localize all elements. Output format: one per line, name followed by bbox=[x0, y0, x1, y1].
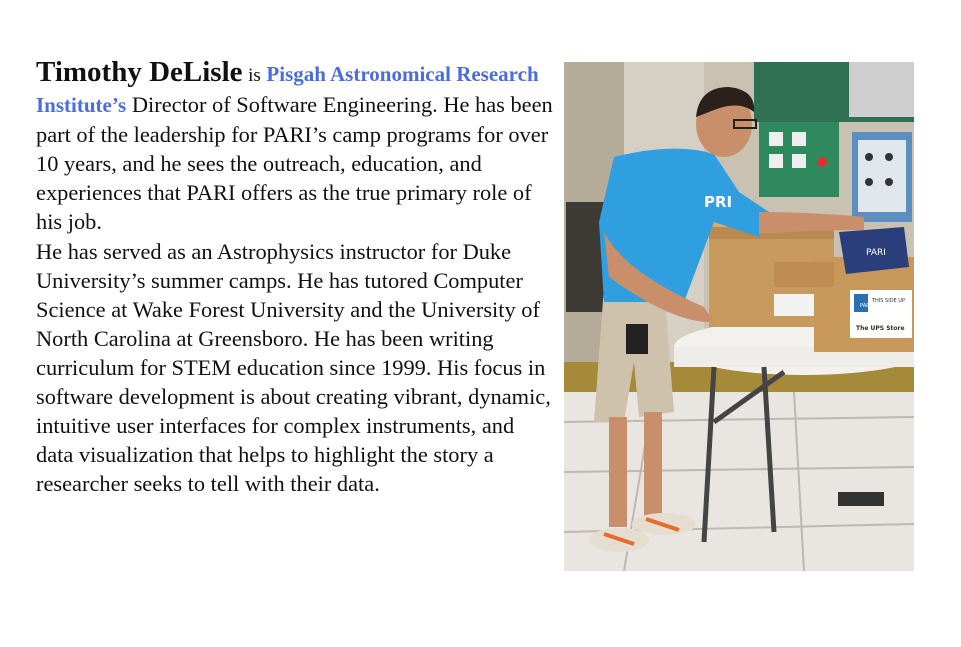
bio-paragraph-2: He has served as an Astrophysics instructor for Duke University’s summer camps. He has tutored Computer Science at Wake Forest University and the University of North Carolina at Greensboro. He has been writing curriculum for STEM education since 1999. His focus in software development is about creating vibrant, dynamic, intuitive user interfaces for complex instruments, and data visualization that helps to highlight the story a researcher seeks to tell with their data. bbox=[36, 238, 551, 497]
bio-text bbox=[36, 58, 556, 498]
poster-label: PARI bbox=[866, 248, 886, 258]
box-side-text: THIS SIDE UP bbox=[872, 298, 905, 304]
box-brand-text: The UPS Store bbox=[856, 325, 905, 332]
box-logo-text: PARI bbox=[860, 303, 872, 309]
bio-paragraph-1 bbox=[36, 58, 556, 237]
person-name: Timothy DeLisle bbox=[36, 56, 243, 88]
portrait-photo bbox=[564, 62, 914, 571]
shirt-logo: PRI bbox=[704, 193, 733, 211]
organization-name: Pisgah Astronomical Research Institute’s bbox=[36, 62, 539, 118]
bio-paragraph-1-text: Director of Software Engineering. He has been part of the leadership for PARI’s camp programs for over 10 years, and he sees the outreach, education, and experiences that PARI offers as the true primary role of his job. bbox=[36, 92, 553, 235]
is-word: is bbox=[248, 65, 261, 86]
